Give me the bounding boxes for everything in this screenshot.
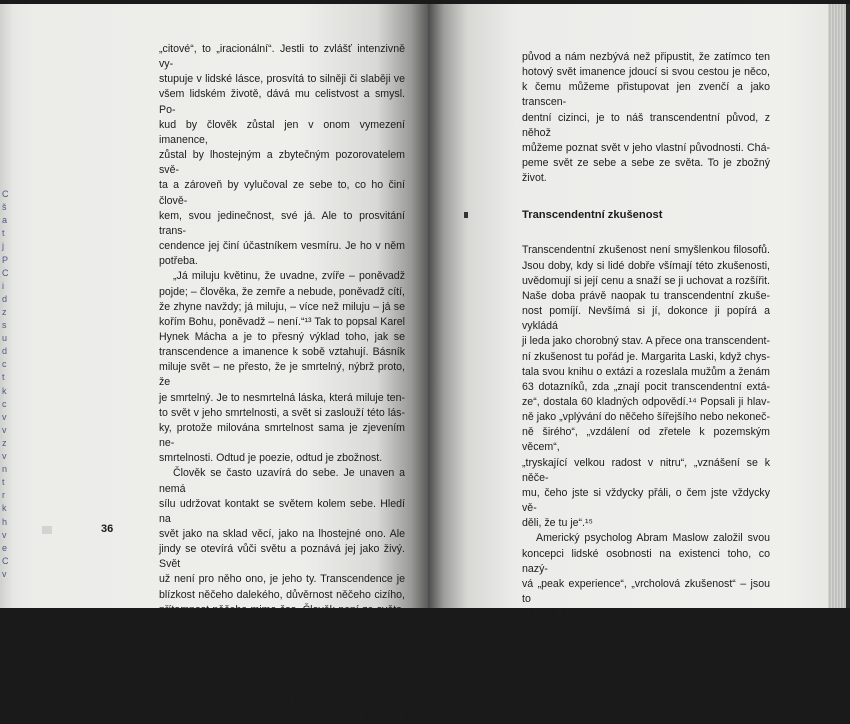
text-line: Transcendentní zkušenost není smyšlenkou filosofů.: [522, 244, 770, 257]
text-line: dentní cizinci, je to náš transcendentní původ, z něhož: [522, 111, 770, 139]
text-line: nost pomíjí. Nevšímá si jí, dokonce ji popírá a vykládá: [522, 305, 770, 333]
text-line: tala svou knihu o extázi a rozeslala mužům a ženám: [522, 365, 770, 378]
text-line: chopit jako mechanismus, jako pouhý řetěz příčin: [159, 679, 405, 692]
text-line: Člověk se často uzavírá do sebe. Je unaven a nemá: [159, 467, 405, 495]
text-line: Naše doba právě naopak tu transcendentní zkuše-: [522, 289, 770, 302]
text-line: Hynek Mácha a je to přesný výklad toho, jak se: [159, 330, 405, 343]
bleed-letter: d: [2, 293, 8, 304]
text-line: koncepci lidské osobnosti na existenci toho, co nazý-: [522, 547, 770, 575]
text-line: hotový svět imanence jdoucí si svou cestou je něco,: [522, 66, 770, 79]
bleed-letter: t: [2, 477, 5, 488]
page-number: 36: [101, 523, 114, 535]
right-page: [428, 4, 828, 712]
text-line: „Já miluju květinu, že uvadne, zvíře – poněvadž: [173, 270, 405, 283]
bleed-letter: c: [2, 398, 7, 409]
bleed-letter: š: [2, 202, 7, 213]
intro-paragraph: [522, 50, 770, 186]
text-line: ji leda jako chorobný stav. A přece ona transcendent-: [522, 335, 770, 348]
text-line: je smrtelný. Je to nesmrtelná láska, která miluje ten-: [159, 391, 405, 404]
bleed-letter: k: [2, 503, 7, 514]
text-line: ně jako „vplývání do něčeho šířejšího nebo nekoneč-: [522, 411, 770, 424]
text-line: miluje svět – ne přesto, že je smrtelný, nýbrž proto, že: [159, 361, 405, 389]
bleed-letter: P: [2, 254, 9, 265]
text-line: zůstal by lhostejným a zbytečným pozorovatelem svě-: [159, 149, 405, 177]
bleed-letter: i: [2, 280, 4, 291]
paragraph: [159, 466, 405, 724]
text-line: ní zkušenost tu pořád je. Margarita Laski, když chys-: [522, 350, 770, 363]
bleed-letter: C: [2, 189, 9, 199]
left-page-text: [159, 42, 405, 724]
text-line: potřeba.: [159, 255, 198, 268]
bleed-letter: e: [2, 542, 8, 553]
text-line: k čemu můžeme přistupovat jen zvenčí a jako transcen-: [522, 81, 770, 109]
text-line: „tryskající velkou radost v nitru“, „vznášení se k něče-: [522, 456, 770, 484]
text-line: kem, svou jedinečnost, své já. Ale to prosvitání trans-: [159, 209, 405, 237]
bleed-letter: t: [2, 228, 5, 239]
section-body: [522, 243, 770, 713]
text-line: sílu udržovat kontakt se světem kolem sebe. Hledí na: [159, 497, 405, 525]
text-line: už není pro něho ono, je jeho ty. Transcendence je: [159, 573, 405, 586]
bleed-letter: z: [2, 306, 7, 317]
page-edges: [828, 4, 850, 608]
bleed-letter: s: [2, 320, 7, 330]
text-line: ně širého“, „vzdálení od zřetele k pozemským věcem“,: [522, 426, 770, 454]
text-line: blízkost něčeho dalekého, důvěrnost něčeho cizího,: [159, 588, 405, 601]
bleed-letter: n: [2, 464, 8, 475]
bleed-letter: v: [2, 451, 7, 461]
bleed-letter: j: [2, 241, 4, 252]
bleed-letter: v: [2, 568, 7, 579]
text-line: ze“, dostala 60 kladných odpovědí.¹⁴ Popsali ji hlav-: [522, 395, 770, 408]
bleed-letter: C: [2, 555, 9, 566]
text-line: a nejvíce ve shodě s existujícím světem, chvíle „zbožné: [522, 623, 770, 651]
open-book: [0, 4, 850, 722]
text-line: „citové“, to „iracionální“. Jestli to zvlášť intenzivně vy-: [159, 43, 405, 71]
text-line: děli, že tu je“.¹⁵: [522, 517, 593, 530]
text-line: Jsou doby, kdy si lidé dobře všímají této zkušenosti,: [522, 259, 770, 272]
bleed-letter: a: [2, 215, 8, 226]
previous-page-bleed: [0, 4, 12, 608]
text-line: mu, čeho jste si vždycky přáli, o čem jste vždycky vě-: [522, 486, 770, 515]
text-line: ale shledává se s ním, když se obrátí svou subjektivi-: [159, 618, 405, 647]
bleed-letter: t: [2, 372, 5, 383]
bleed-letter: u: [2, 333, 8, 344]
section-heading-block: [522, 208, 770, 223]
bleed-letter: c: [2, 359, 7, 370]
text-line: své nekonečné proměnlivosti a rozmanitosti má svůj: [159, 709, 404, 722]
paragraph: [522, 531, 770, 713]
text-line: přítomnost něčeho mimo čas. Člověk není ze světa,: [159, 603, 405, 616]
text-line: všem lidském životě, dává mu celistvost a smysl. Po-: [159, 88, 405, 116]
text-line: cendence jej činí účastníkem vesmíru. Je ho v něm: [159, 240, 405, 253]
bleed-letter: h: [2, 516, 8, 527]
bleed-letter: C: [2, 267, 9, 278]
bleed-letter: v: [2, 424, 7, 435]
text-line: úcty, intenzivního štěstí, úchvatu, požehnání, extáze“.¹⁶: [522, 653, 770, 681]
text-line: původ a nám nezbývá než připustit, že zatímco ten: [522, 51, 770, 63]
text-line: můžeme poznat svět v jeho vlastní původnosti. Chá-: [522, 141, 770, 154]
text-line: jindy se otevírá vůči světu a poznává jej jako živý. Svět: [159, 543, 405, 571]
text-line: uvědomují si její cenu a snaží se ji uchovat a rozšířit.: [522, 274, 770, 287]
text-line: transcendence a imanence k sobě vztahují. Básník: [159, 346, 405, 359]
text-line: vá „peak experience“, „vrcholová zkušenost“ – jsou to: [522, 577, 770, 605]
text-line: stupuje v lidské lásce, prosvítá to silněji či slaběji ve: [159, 73, 405, 86]
text-line: že zhyne navždy; já miluju, – více než miluju – já se: [159, 300, 405, 313]
text-line: kud by člověk zůstal jen v onom vymezení imanence,: [159, 118, 405, 146]
text-line: chvíle, kdy člověk se cítí najednou nejplnějí sebou: [522, 608, 770, 621]
text-line: tou k jeho subjektivitě. Ani svět přírody nestačíme po-: [159, 649, 405, 677]
paragraph: [522, 243, 770, 531]
bleed-letter: v: [2, 411, 7, 422]
text-line: smrtelnosti. Odtud je poezie, odtud je zbožnost.: [159, 452, 383, 465]
bleed-letter: z: [2, 437, 7, 448]
text-line: to svět v jeho smrtelnosti, a svět si zaslouží této lás-: [159, 406, 405, 419]
paragraph: [159, 269, 405, 466]
bleed-letter: r: [2, 490, 5, 501]
text-line: svět jako na sklad věcí, jako na lhostejné ono. Ale: [159, 528, 405, 540]
right-page-text: [522, 50, 770, 713]
text-line: a následků, pouhou determinovanost. Také svět ve: [159, 694, 405, 707]
bleed-letter: d: [2, 346, 8, 357]
show-through-mark: [42, 526, 52, 534]
paragraph: [159, 42, 405, 269]
bleed-letter: k: [2, 385, 7, 396]
section-heading: Transcendentní zkušenost: [522, 209, 663, 222]
text-line: Lidé dnes o tom neradi mluví, a přece je to zkušenost: [522, 683, 770, 712]
bleed-letter: v: [2, 529, 7, 540]
text-line: Americký psycholog Abram Maslow založil svou: [536, 532, 770, 545]
text-line: peme svět ze sebe a sebe ze světa. To je zbožný život.: [522, 157, 770, 185]
text-line: kořím Bohu, poněvadž – není.“¹³ Tak to popsal Karel: [159, 315, 405, 328]
text-line: ta a zároveň by vylučoval ze sebe to, co ho činí člově-: [159, 179, 405, 207]
text-line: ky, protože milována smrtelnost sama je zjevením ne-: [159, 421, 405, 450]
text-line: 63 dotazníků, zda „znají pocit transcendentní extá-: [522, 380, 770, 393]
text-line: pojde; – člověka, že zemře a nebude, poněvadž cítí,: [159, 285, 405, 298]
left-page: [0, 4, 428, 722]
section-bullet-icon: [464, 212, 468, 218]
